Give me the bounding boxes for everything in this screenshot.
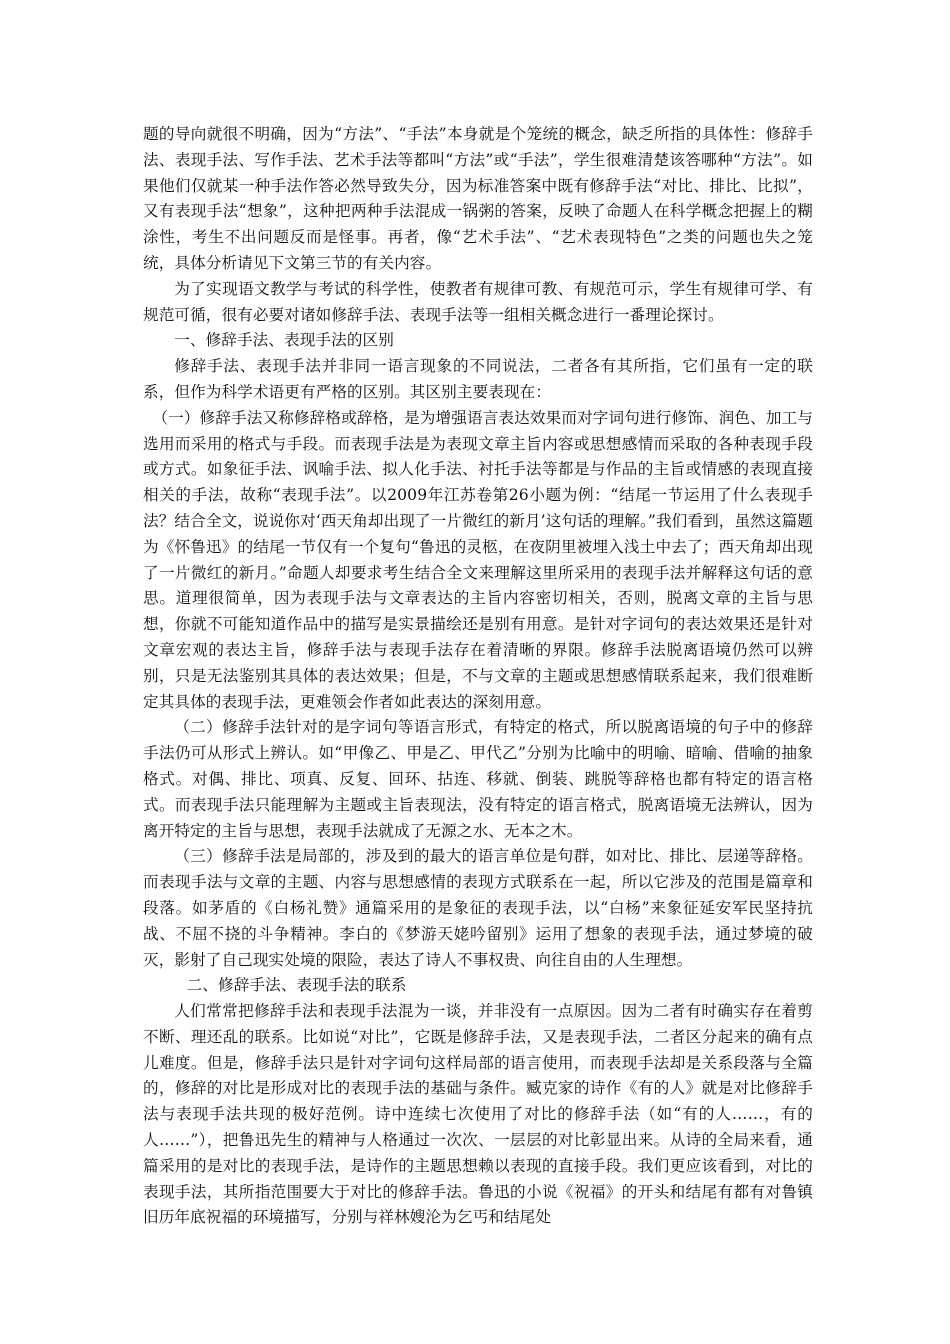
paragraph-connections: 人们常常把修辞手法和表现手法混为一谈，并非没有一点原因。因为二者有时确实存在着剪不断、理还乱的联系。比如说“对比”，它既是修辞手法，又是表现手法，二者区分起来的确有点儿难度。但是，修辞手法只是针对字词句这样局部的语言使用，而表现手法却是关系段落与全篇的，修辞的对比是形成对比的表现手法的基础与条件。臧克家的诗作《有的人》就是对比修辞手法与表现手法共现的极好范例。诗中连续七次使用了对比的修辞手法（如“有的人……，有的人……”），把鲁迅先生的精神与人格通过一次次、一层层的对比彰显出来。从诗的全局来看，通篇采用的是对比的表现手法，是诗作的主题思想赖以表现的直接手段。我们更应该看到，对比的表现手法，其所指范围要大于对比的修辞手法。鲁迅的小说《祝福》的开头和结尾有都有对鲁镇旧历年底祝福的环境描写，分别与祥林嫂沦为乞丐和结尾处 xyxy=(143,1002,813,1227)
section-heading-differences: 一、修辞手法、表现手法的区别 xyxy=(174,331,394,350)
paragraph-purpose: 为了实现语文教学与考试的科学性，使教者有规律可教、有规范可示，学生有规律可学、有规范可循，很有必要对诸如修辞手法、表现手法等一组相关概念进行一番理论探讨。 xyxy=(143,279,813,324)
paragraph-intro: 题的导向就很不明确，因为“方法”、“手法”本身就是个笼统的概念，缺乏所指的具体性：修辞手法、表现手法、写作手法、艺术手法等都叫“方法”或“手法”，学生很难清楚该答哪种“方法”。如果他们仅就某一种手法作答必然导致失分，因为标准答案中既有修辞手法“对比、排比、比拟”，又有表现手法“想象”，这种把两种手法混成一锅粥的答案，反映了命题人在科学概念把握上的糊涂性，考生不出问题反而是怪事。再者，像“艺术手法”、“艺术表现特色”之类的问题也失之笼统，具体分析请见下文第三节的有关内容。 xyxy=(143,125,813,272)
paragraph-point-two: （二）修辞手法针对的是字词句等语言形式，有特定的格式，所以脱离语境的句子中的修辞手法仍可从形式上辨认。如“甲像乙、甲是乙、甲代乙”分别为比喻中的明喻、暗喻、借喻的抽象格式。对偶、排比、项真、反复、回环、拈连、移就、倒装、跳脱等辞格也都有特定的语言格式。而表现手法只能理解为主题或主旨表现法，没有特定的语言格式，脱离语境无法辨认，因为离开特定的主旨与思想，表现手法就成了无源之水、无本之木。 xyxy=(143,718,813,840)
section-heading-connections: 二、修辞手法、表现手法的联系 xyxy=(186,976,407,995)
paragraph-point-three: （三）修辞手法是局部的，涉及到的最大的语言单位是句群，如对比、排比、层递等辞格。而表现手法与文章的主题、内容与思想感情的表现方式联系在一起，所以它涉及的范围是篇章和段落。如茅盾的《白杨礼赞》通篇采用的是象征的表现手法，以“白杨”来象征延安军民坚持抗战、不屈不挠的斗争精神。李白的《梦游天姥吟留别》运用了想象的表现手法，通过梦境的破灭，影射了自己现实处境的限险，表达了诗人不事权贵、向往自由的人生理想。 xyxy=(143,847,813,969)
paragraph-differences-intro: 修辞手法、表现手法并非同一语言现象的不同说法，二者各有其所指，它们虽有一定的联系，但作为科学术语更有严格的区别。其区别主要表现在： xyxy=(143,357,813,401)
document-page xyxy=(143,122,813,1231)
paragraph-point-one: （一）修辞手法又称修辞格或辞格，是为增强语言表达效果而对字词句进行修饰、润色、加工与选用而采用的格式与手段。而表现手法是为表现文章主旨内容或思想感情而采取的各种表现手段或方式。如象征手法、讽喻手法、拟人化手法、衬托手法等都是与作品的主旨或情感的表现直接相关的手法，故称“表现手法”。以2009年江苏卷第26小题为例：“结尾一节运用了什么表现手法？结合全文，说说你对‘西天角却出现了一片微红的新月’这句话的理解。”我们看到，虽然这篇题为《怀鲁迅》的结尾一节仅有一个复句“鲁迅的灵柩，在夜阴里被埋入浅土中去了；西天角却出现了一片微红的新月。”命题人却要求考生结合全文来理解这里所采用的表现手法并解释这句话的意思。道理很简单，因为表现手法与文章表达的主旨内容密切相关，否则，脱离文章的主旨与思想，你就不可能知道作品中的描写是实景描绘还是别有用意。是针对字词句的表达效果还是针对文章宏观的表达主旨，修辞手法与表现手法存在着清晰的界限。修辞手法脱离语境仍然可以辨别，只是无法鉴别其具体的表达效果；但是，不与文章的主题或思想感情联系起来，我们很难断定其具体的表现手法，更难领会作者如此表达的深刻用意。 xyxy=(143,408,813,711)
